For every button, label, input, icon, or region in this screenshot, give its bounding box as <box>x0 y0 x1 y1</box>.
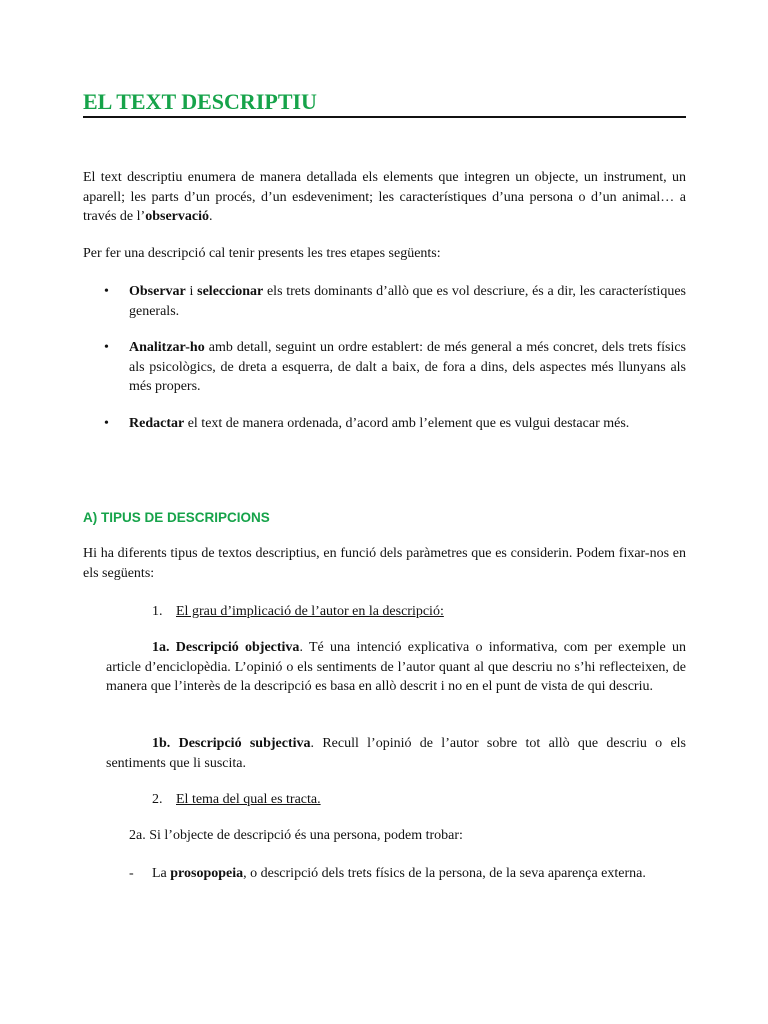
section-intro: Hi ha diferents tipus de textos descriptius, en funció dels paràmetres que es considerin. Podem fixar-nos en els següents: <box>83 546 686 581</box>
section-heading: A) TIPUS DE DESCRIPCIONS <box>83 510 270 525</box>
subsection-2a: 2a. Si l’objecte de descripció és una persona, podem trobar: <box>129 828 463 843</box>
intro-text: El text descriptiu enumera de manera detallada els elements que integren un objecte, un instrument, un aparell; les parts d’un procés, d’un esdeveniment; les característiques d’una persona o d’un animal… a través de l’ <box>83 170 686 224</box>
dash-list-item <box>152 864 686 884</box>
step-text <box>129 282 686 321</box>
numbered-item-label: El tema del qual es tracta. <box>176 792 321 807</box>
dash-item-bold: prosopopeia <box>170 866 244 881</box>
step-text <box>129 338 686 397</box>
dash-bullet-icon: - <box>129 866 134 881</box>
subsection-1a-text: . Té una intenció explicativa o informativa, com per exemple un article d’enciclopèdia. L’opinió o els sentiments de l’autor quant al que descriu no s’hi reflecteixen, de manera que l’interès de la descripció es basa en allò descrit i no en el punt de vista de qui descriu. <box>106 640 686 694</box>
bullet-icon: • <box>104 284 109 299</box>
step-text-mid: i <box>185 284 198 299</box>
subsection-1b-text: . Recull l’opinió de l’autor sobre tot allò que descriu o els sentiments que li suscita. <box>106 736 686 771</box>
list-number: 1. <box>152 604 163 619</box>
step-bold: Redactar <box>129 416 185 431</box>
dash-item-pre: La <box>152 866 171 881</box>
subsection-1b-title: 1b. Descripció subjectiva <box>152 736 311 751</box>
step-bold-2: seleccionar <box>197 284 264 299</box>
step-bold: Analitzar-ho <box>129 340 205 355</box>
step-text-rest: els trets dominants d’allò que es vol descriure, és a dir, les característiques generals. <box>129 284 687 319</box>
step-text-rest: amb detall, seguint un ordre establert: de més general a més concret, dels trets físics als psicològics, de dreta a esquerra, de dalt a baix, de fora a dins, dels aspectes més llunyans als més propers. <box>129 340 686 394</box>
title-underline <box>83 116 686 118</box>
subsection-1a <box>106 638 686 697</box>
list-number: 2. <box>152 792 163 807</box>
numbered-item-label: El grau d’implicació de l’autor en la descripció: <box>176 604 444 619</box>
step-text-rest: el text de manera ordenada, d’acord amb l’element que es vulgui destacar més. <box>184 416 630 431</box>
intro-text-end: . <box>208 209 213 224</box>
step-bold: Observar <box>129 284 186 299</box>
bullet-icon: • <box>104 340 109 355</box>
intro-paragraph <box>83 168 686 227</box>
subsection-1a-title: 1a. Descripció objectiva <box>152 640 300 655</box>
document-title: EL TEXT DESCRIPTIU <box>83 89 317 114</box>
step-text <box>129 414 686 434</box>
intro-bold-observacio: observació <box>145 209 209 224</box>
steps-intro: Per fer una descripció cal tenir presents les tres etapes següents: <box>83 246 441 261</box>
bullet-icon: • <box>104 416 109 431</box>
subsection-1b <box>106 734 686 773</box>
dash-item-text: , o descripció dels trets físics de la persona, de la seva aparença externa. <box>243 866 646 881</box>
